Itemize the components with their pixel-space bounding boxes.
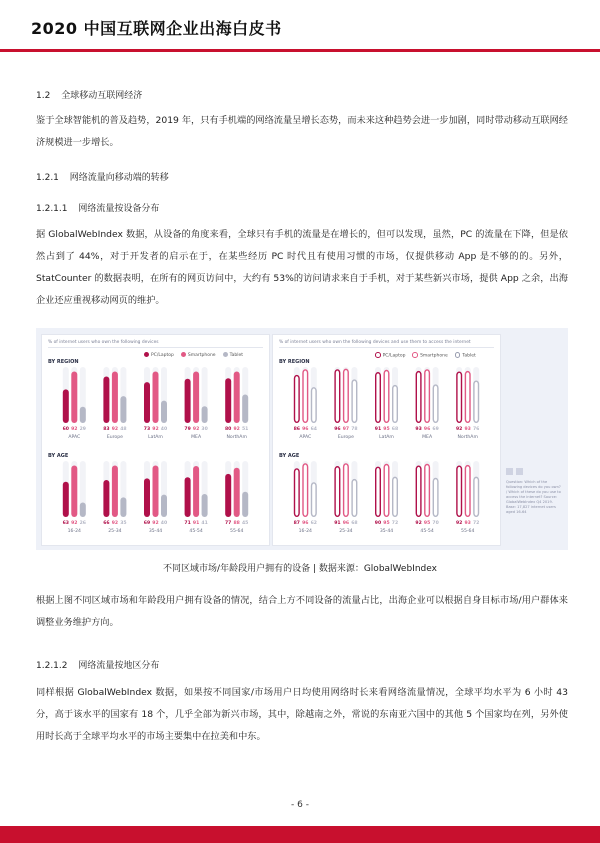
bar-smartphone-35-44 — [384, 465, 389, 517]
legend-item-smartphone — [412, 352, 447, 359]
legend-item-smartphone — [181, 352, 216, 358]
bar-tablet-MEA — [433, 385, 438, 422]
data-label: 95 — [383, 521, 390, 526]
chart-legend — [375, 352, 476, 359]
ownership-by-age-chart — [42, 459, 269, 541]
data-label: 95 — [423, 521, 431, 526]
bar-tablet-45-54 — [433, 479, 438, 517]
data-label: 40 — [160, 427, 168, 432]
bar-smartphone-LatAm — [384, 371, 389, 423]
data-label: 96 — [302, 427, 309, 432]
bar-smartphone-16-24 — [303, 464, 308, 516]
bar-tablet-35-44 — [393, 477, 398, 516]
data-label: 92 — [455, 427, 463, 432]
category-label: LatAm — [148, 435, 163, 440]
bar-tablet-LatAm — [393, 386, 398, 423]
legend-label: Smartphone — [420, 353, 448, 359]
bar-smartphone-MEA — [193, 371, 199, 423]
data-label: 92 — [455, 521, 463, 526]
side-note-text: Question: Which of the following devices do you own? / Which of these do you use to access the internet? Source: GlobalWebIndex Q4 2019. Base: 17,827 internet users aged 16-64 — [506, 480, 561, 514]
category-label: 55-64 — [230, 529, 244, 534]
data-label: 91 — [374, 427, 382, 432]
data-label: 92 — [152, 521, 159, 526]
data-label: 68 — [351, 521, 358, 526]
data-label: 79 — [184, 427, 191, 432]
data-label: 87 — [293, 521, 301, 526]
bar-smartphone-25-34 — [344, 464, 349, 516]
bar-tablet-LatAm — [161, 401, 167, 423]
bar-smartphone-35-44 — [153, 465, 159, 517]
bar-smartphone-25-34 — [112, 465, 118, 517]
data-label: 26 — [79, 521, 87, 526]
data-label: 96 — [423, 427, 431, 432]
data-label: 92 — [233, 427, 240, 432]
data-label: 64 — [310, 427, 318, 432]
category-label: APAC — [68, 435, 81, 440]
legend-label: Smartphone — [187, 353, 216, 358]
bar-tablet-Europe — [352, 380, 357, 422]
bar-tablet-45-54 — [202, 494, 208, 517]
bar-tablet-NorthAm — [474, 381, 479, 422]
data-label: 91 — [192, 521, 200, 526]
bar-pc-NorthAm — [225, 378, 231, 423]
data-label: 93 — [415, 427, 422, 432]
category-label: LatAm — [379, 435, 394, 440]
category-label: 16-24 — [298, 529, 312, 534]
bar-pc-35-44 — [376, 467, 381, 516]
bar-pc-Europe — [335, 370, 340, 422]
bar-smartphone-16-24 — [71, 465, 77, 517]
bar-pc-16-24 — [63, 482, 69, 517]
data-label: 35 — [120, 521, 127, 526]
bar-smartphone-LatAm — [153, 371, 159, 423]
category-label: 16-24 — [67, 529, 81, 534]
data-label: 95 — [383, 427, 390, 432]
category-label: NorthAm — [457, 435, 478, 440]
bar-tablet-Europe — [120, 396, 126, 423]
data-label: 68 — [391, 427, 399, 432]
bar-pc-Europe — [103, 377, 109, 423]
data-label: 96 — [334, 427, 341, 432]
access-panel — [272, 334, 501, 546]
figure-caption: 不同区域市场/年龄段用户拥有的设备 | 数据来源：GlobalWebIndex — [163, 564, 437, 574]
bar-smartphone-APAC — [303, 370, 308, 422]
ownership-panel — [41, 334, 270, 546]
bar-tablet-35-44 — [161, 495, 167, 517]
panel-divider — [279, 347, 494, 348]
by-region-label: BY REGION — [48, 359, 79, 365]
bar-tablet-55-64 — [242, 492, 248, 517]
section-title: 网络流量向移动端的转移 — [69, 173, 169, 183]
legend-label: Tablet — [229, 353, 243, 358]
legend-label: Tablet — [462, 353, 476, 359]
section-number: 1.2 — [36, 91, 51, 101]
category-label: 35-44 — [148, 529, 163, 534]
bar-pc-NorthAm — [457, 372, 462, 422]
category-label: 45-54 — [189, 529, 203, 534]
legend-swatch-tablet — [455, 352, 461, 358]
paragraph-text: 根据上图不同区域市场和年龄段用户拥有设备的情况，结合上方不同设备的流量占比，出海企业可以根据自身目标市场/用户群体来调整业务维护方向。 — [36, 595, 568, 628]
paragraph-text: 同样根据 GlobalWebIndex 数据，如果按不同国家/市场用户日均使用网络时长来看网络流量情况，全球平均水平为 6 小时 43 分，高于该水平的国家有 18 个，几乎全部为新兴市场，其中，除越南之外，常说的东南亚六国中的其他 5 个国家均在列，另外使用时长高于全球平均水平的市场主要集中在拉美和中东。 — [36, 687, 568, 742]
bar-pc-LatAm — [144, 382, 150, 423]
data-label: 60 — [62, 427, 70, 432]
bar-pc-45-54 — [416, 466, 421, 516]
data-label: 62 — [310, 521, 318, 526]
data-label: 77 — [224, 521, 232, 526]
data-label: 70 — [432, 521, 439, 526]
bar-smartphone-55-64 — [465, 466, 470, 517]
section-title: 网络流量按设备分布 — [78, 204, 160, 214]
paragraph-figure-conclusion — [36, 590, 568, 634]
bar-pc-APAC — [63, 389, 69, 423]
section-1-2-1-heading — [36, 170, 169, 183]
category-label: 55-64 — [461, 529, 475, 534]
data-label: 92 — [111, 427, 119, 432]
bar-pc-MEA — [185, 379, 191, 423]
category-label: NorthAm — [226, 435, 247, 440]
by-region-label: BY REGION — [279, 359, 310, 365]
category-label: APAC — [299, 435, 312, 440]
share-icon[interactable] — [506, 468, 513, 475]
page-number: - 6 - — [291, 800, 309, 810]
legend-item-tablet — [223, 352, 243, 358]
paragraph-device-traffic — [36, 224, 568, 312]
category-label: 25-34 — [339, 529, 353, 534]
bar-smartphone-APAC — [71, 371, 77, 423]
bar-pc-LatAm — [376, 373, 381, 423]
legend-label: PC/Laptop — [151, 353, 174, 358]
data-label: 86 — [293, 427, 301, 432]
data-label: 51 — [241, 427, 249, 432]
bar-tablet-APAC — [312, 388, 317, 422]
data-label: 92 — [111, 521, 119, 526]
paragraph-text: 据 GlobalWebIndex 数据，从设备的角度来看，全球只有手机的流量是在增长的，但可以发现，虽然，PC 的流量在下降，但是依然占到了 44%，对于开发者的启示在于，在某些经历 PC 时代且有使用习惯的市场，仅提供移动 App 是不够的的。另外，StatCounter 的数据表明，在所有的网页访问中，大约有 53%的访问请求来自于手机，对于某些新兴市场，提供 App 之余，出海企业还应重视移动网页的维护。 — [36, 229, 568, 306]
data-label: 90 — [374, 521, 382, 526]
bar-smartphone-55-64 — [234, 468, 240, 517]
access-by-region-chart — [273, 365, 500, 447]
data-label: 78 — [351, 427, 358, 432]
data-label: 45 — [241, 521, 249, 526]
bar-tablet-25-34 — [120, 497, 126, 517]
bar-smartphone-45-54 — [425, 465, 430, 517]
bar-smartphone-Europe — [112, 371, 118, 423]
bar-smartphone-NorthAm — [465, 372, 470, 423]
data-label: 40 — [160, 521, 168, 526]
data-label: 92 — [192, 427, 200, 432]
data-label: 93 — [464, 427, 471, 432]
bar-smartphone-MEA — [425, 370, 430, 422]
bar-tablet-16-24 — [312, 483, 317, 516]
bar-tablet-APAC — [80, 407, 86, 423]
bar-tablet-16-24 — [80, 502, 86, 517]
data-label: 73 — [143, 427, 151, 432]
data-label: 92 — [71, 521, 78, 526]
data-label: 69 — [432, 427, 439, 432]
legend-swatch-smartphone — [181, 352, 186, 357]
by-age-label: BY AGE — [48, 453, 69, 459]
data-label: 93 — [464, 521, 471, 526]
bar-smartphone-45-54 — [193, 466, 199, 517]
data-label: 80 — [224, 427, 232, 432]
data-label: 92 — [152, 427, 159, 432]
data-label: 88 — [233, 521, 240, 526]
category-label: Europe — [106, 435, 123, 440]
paragraph-region-traffic — [36, 682, 568, 748]
bar-pc-55-64 — [457, 466, 462, 516]
bar-tablet-MEA — [202, 406, 208, 423]
data-label: 92 — [71, 427, 78, 432]
data-label: 63 — [62, 521, 70, 526]
section-number: 1.2.1 — [36, 173, 59, 183]
paragraph-mobile-trend — [36, 110, 568, 154]
data-label: 71 — [184, 521, 191, 526]
bar-pc-MEA — [416, 372, 421, 423]
footer-band — [0, 826, 600, 843]
data-label: 66 — [103, 521, 110, 526]
panel-divider — [48, 347, 263, 348]
data-label: 48 — [120, 427, 127, 432]
by-age-label: BY AGE — [279, 453, 300, 459]
legend-swatch-smartphone — [412, 352, 418, 358]
download-icon[interactable] — [516, 468, 523, 475]
data-label: 97 — [342, 427, 350, 432]
bar-tablet-55-64 — [474, 477, 479, 516]
legend-item-pc — [144, 352, 174, 358]
data-label: 96 — [302, 521, 309, 526]
section-1-2-1-1-heading — [36, 201, 159, 214]
legend-item-tablet — [455, 352, 476, 359]
bar-smartphone-Europe — [344, 369, 349, 422]
section-title: 网络流量按地区分布 — [78, 661, 160, 671]
figure-side-note — [506, 468, 562, 515]
panel-title: % of internet users who own the following devices and use them to access the internet — [279, 340, 471, 345]
document-header-title: 2020 中国互联网企业出海白皮书 — [31, 19, 282, 38]
data-label: 72 — [391, 521, 399, 526]
category-label: MEA — [422, 435, 433, 440]
section-1-2-1-2-heading — [36, 658, 159, 671]
section-number: 1.2.1.1 — [36, 204, 68, 214]
data-label: 76 — [472, 427, 480, 432]
category-label: Europe — [337, 435, 354, 440]
data-label: 83 — [103, 427, 110, 432]
data-label: 41 — [201, 521, 208, 526]
bar-tablet-NorthAm — [242, 394, 248, 423]
data-label: 96 — [342, 521, 350, 526]
data-label: 92 — [415, 521, 422, 526]
bar-smartphone-NorthAm — [234, 371, 240, 423]
share-icons — [506, 468, 562, 475]
device-ownership-figure — [36, 328, 568, 550]
data-label: 69 — [143, 521, 151, 526]
panel-title: % of internet users who own the following devices — [48, 340, 159, 345]
paragraph-text: 鉴于全球智能机的普及趋势，2019 年，只有手机端的网络流量呈增长态势，而未来这种趋势会进一步加剧，同时带动移动互联网经济规模进一步增长。 — [36, 115, 568, 148]
bar-pc-16-24 — [295, 469, 300, 516]
legend-item-pc — [375, 352, 405, 359]
legend-swatch-tablet — [223, 352, 228, 357]
section-title: 全球移动互联网经济 — [61, 91, 143, 101]
bar-pc-35-44 — [144, 478, 150, 517]
legend-swatch-pc — [144, 352, 149, 357]
data-label: 91 — [334, 521, 341, 526]
data-label: 29 — [79, 427, 87, 432]
data-label: 30 — [201, 427, 208, 432]
chart-legend — [144, 352, 243, 358]
access-by-age-chart — [273, 459, 500, 541]
category-label: 25-34 — [108, 529, 122, 534]
header-rule — [0, 49, 600, 52]
bar-pc-55-64 — [225, 474, 231, 517]
legend-label: PC/Laptop — [382, 353, 406, 359]
legend-swatch-pc — [375, 352, 381, 358]
bar-pc-45-54 — [185, 477, 191, 517]
section-number: 1.2.1.2 — [36, 661, 68, 671]
category-label: 35-44 — [379, 529, 394, 534]
bar-pc-25-34 — [335, 467, 340, 517]
category-label: 45-54 — [420, 529, 434, 534]
section-1-2-heading — [36, 88, 142, 101]
category-label: MEA — [191, 435, 202, 440]
bar-pc-25-34 — [103, 480, 109, 517]
data-label: 72 — [472, 521, 480, 526]
bar-pc-APAC — [295, 376, 300, 423]
ownership-by-region-chart — [42, 365, 269, 447]
bar-tablet-25-34 — [352, 480, 357, 517]
